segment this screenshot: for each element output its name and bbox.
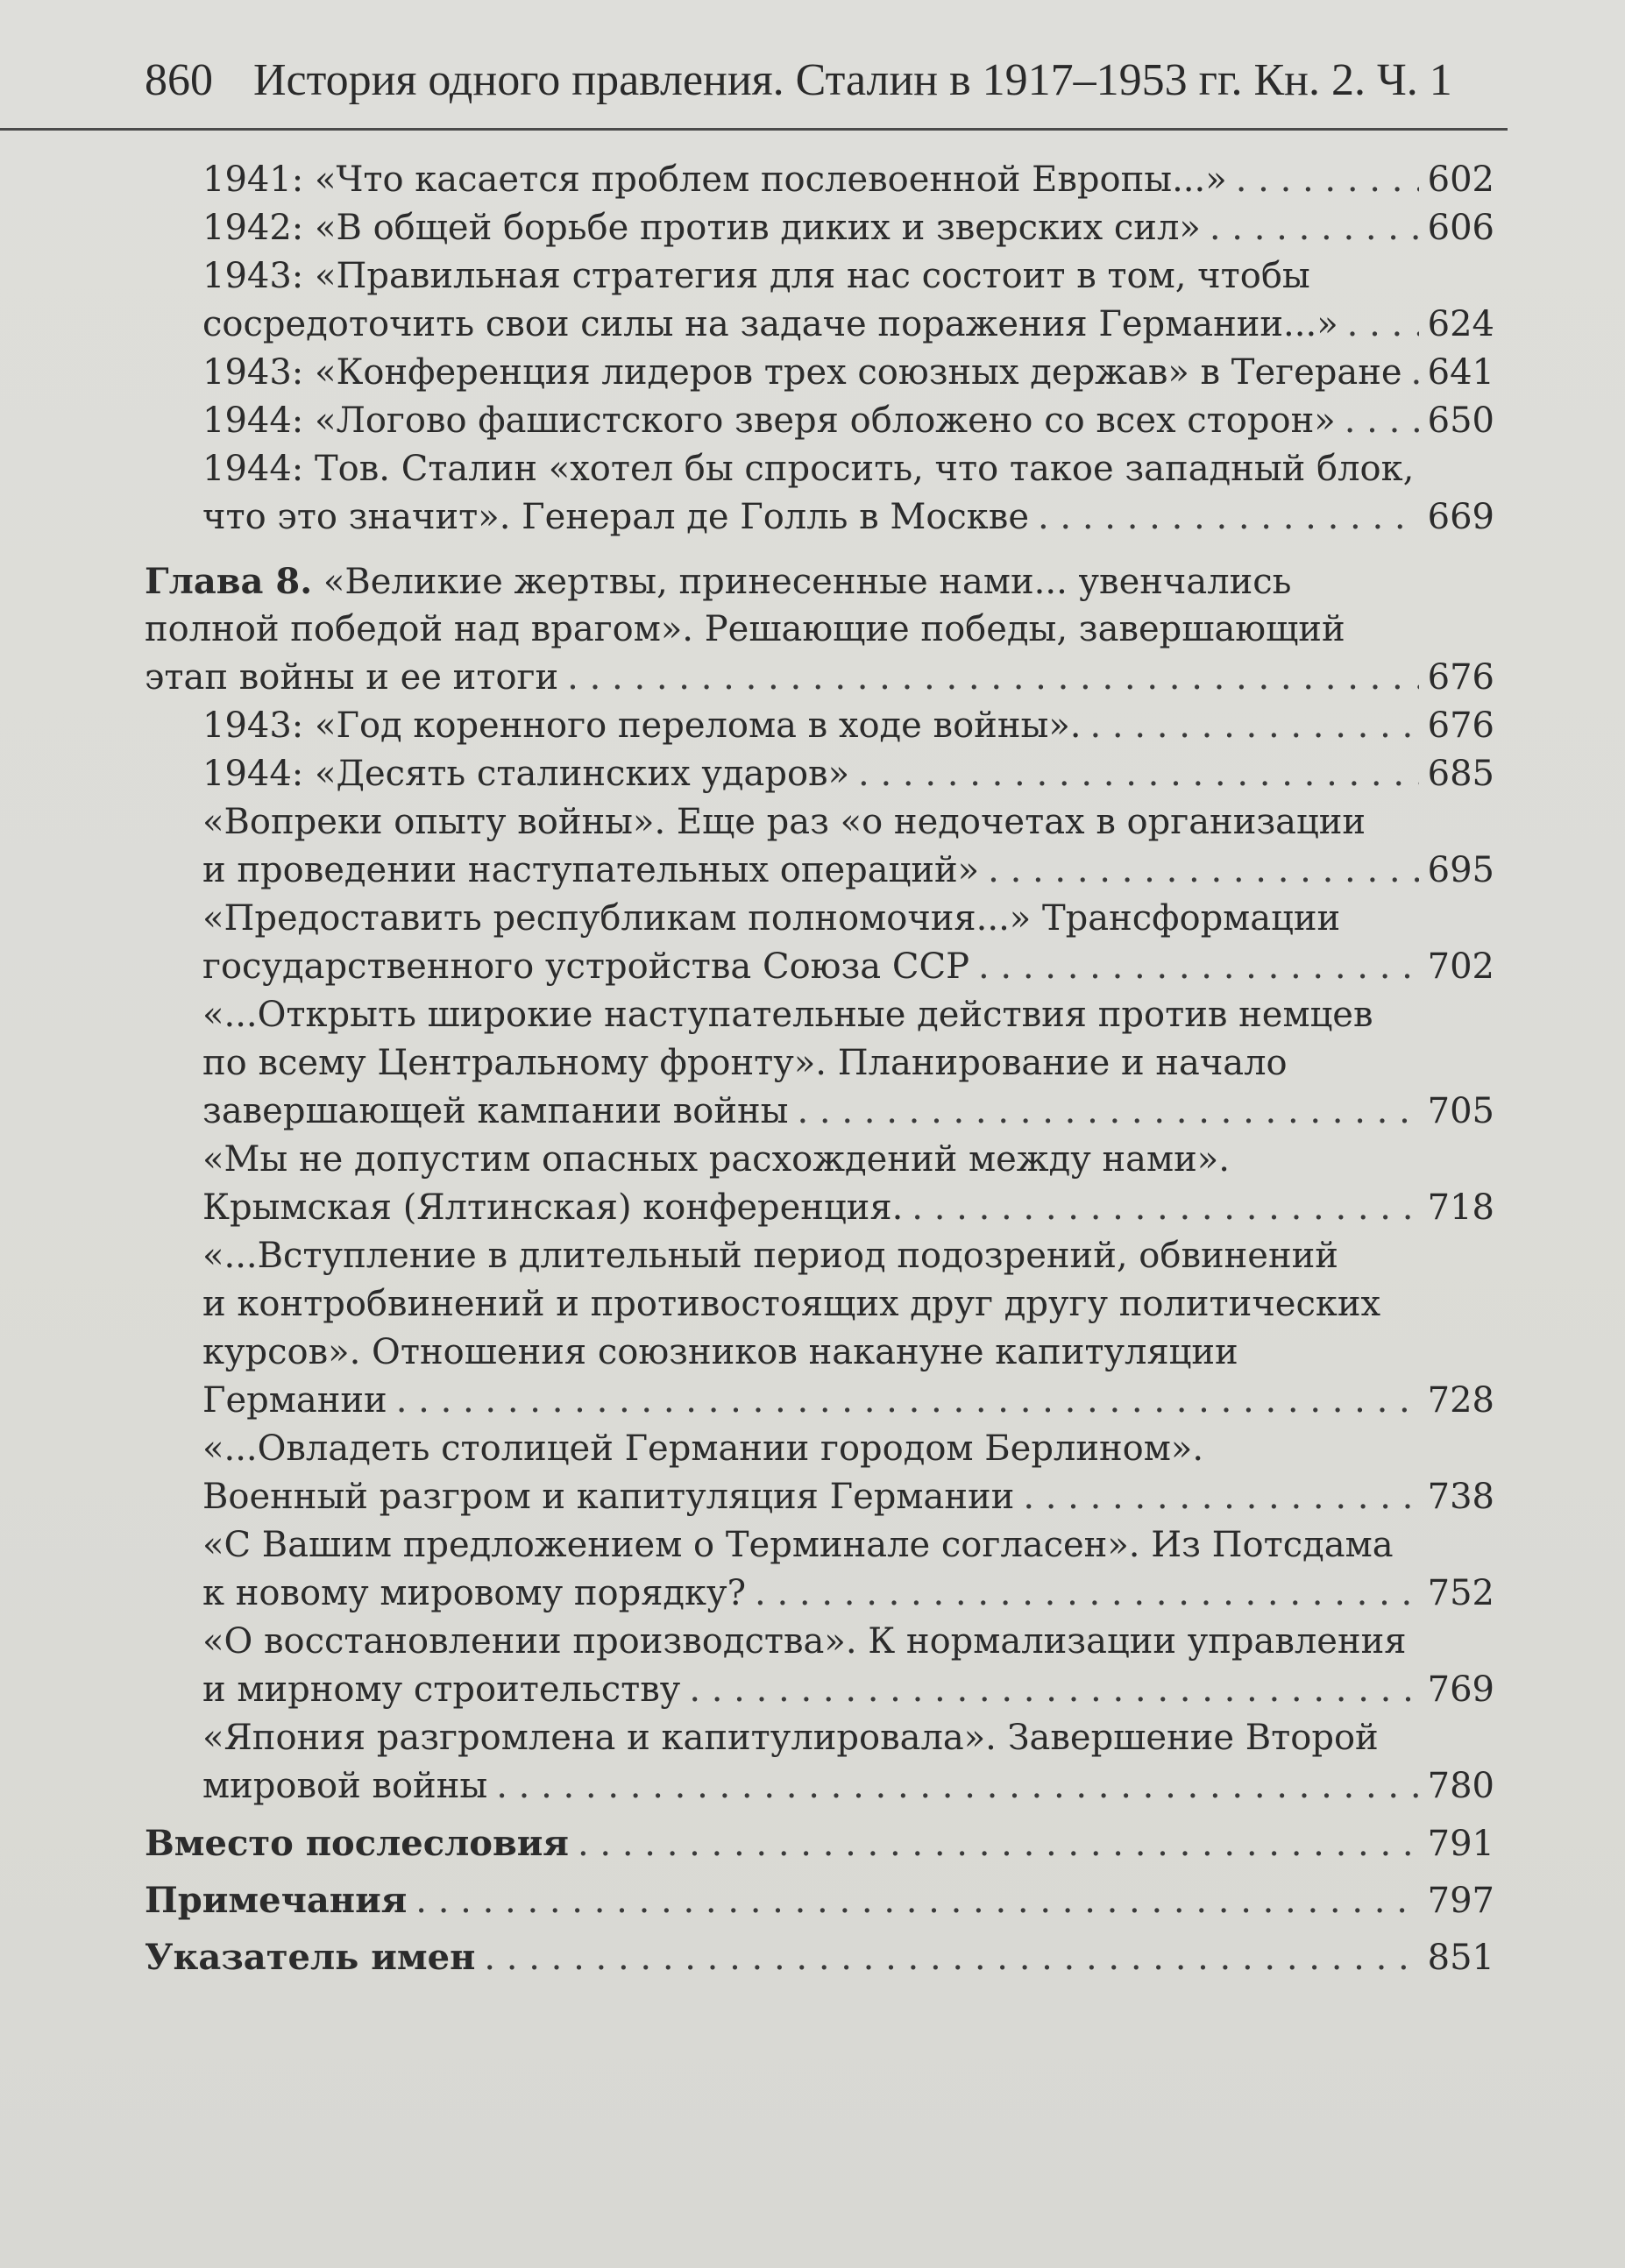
toc-entry-text: что это значит». Генерал де Голль в Москве	[202, 497, 1029, 537]
toc-entry-text: 1944: Тов. Сталин «хотел бы спросить, что такое западный блок,	[202, 449, 1415, 489]
toc-page-number: 624	[1427, 304, 1494, 344]
toc-entry-text: 1941: «Что касается проблем послевоенной Европы...»	[202, 159, 1227, 200]
toc-entry-text: сосредоточить свои силы на задаче поражения Германии...»	[202, 304, 1338, 344]
toc-entry-text: 1943: «Год коренного перелома в ходе войны».	[202, 705, 1082, 746]
toc-entry-text: Вместо послесловия	[145, 1823, 569, 1864]
toc-entry-text: завершающей кампании войны	[202, 1091, 789, 1131]
toc-entry-text: «...Вступление в длительный период подозрений, обвинений	[202, 1236, 1338, 1276]
toc-entry-text: Примечания	[145, 1880, 408, 1921]
toc-page-number: 606	[1427, 208, 1494, 248]
toc-entry	[145, 895, 1494, 991]
toc-entry	[145, 1618, 1494, 1714]
dot-leader	[484, 1934, 1418, 1982]
toc-entry-text: государственного устройства Союза ССР	[202, 946, 969, 987]
toc-page-number: 797	[1427, 1881, 1494, 1921]
toc-entry-text: «О восстановлении производства». К нормализации управления	[202, 1621, 1407, 1662]
toc-entry-text: 1942: «В общей борьбе против диких и зверских сил»	[202, 208, 1201, 248]
toc-page-number: 728	[1427, 1380, 1494, 1421]
toc-back-matter-afterword	[145, 1819, 1494, 1868]
toc-page-number: 705	[1427, 1091, 1494, 1131]
toc-entry-text: Военный разгром и капитуляция Германии	[202, 1477, 1015, 1517]
dot-leader	[858, 750, 1419, 798]
dot-leader	[797, 1088, 1418, 1136]
toc-entry	[145, 397, 1494, 445]
toc-entry-text: 1944: «Логово фашистского зверя обложено со всех сторон»	[202, 400, 1336, 441]
toc-entry-text: «С Вашим предложением о Терминале согласен». Из Потсдама	[202, 1525, 1394, 1565]
toc-entry-text: «Япония разгромлена и капитулировала». Завершение Второй	[202, 1718, 1379, 1758]
toc-entry-text: «Предоставить республикам полномочия...» Трансформации	[202, 898, 1341, 939]
toc-entry-text: Указатель имен	[145, 1937, 476, 1978]
toc-page-number: 602	[1427, 159, 1494, 200]
toc-entry-text: и мирному строительству	[202, 1669, 681, 1710]
toc-page-number: 702	[1427, 946, 1494, 987]
toc-back-matter-notes	[145, 1876, 1494, 1924]
dot-leader	[755, 1570, 1419, 1618]
toc-entry	[145, 702, 1494, 750]
toc-entry	[145, 445, 1494, 542]
toc-chapter-8	[145, 557, 1494, 702]
toc-entry-text: «Великие жертвы, принесенные нами... увенчались	[323, 562, 1292, 602]
toc-entry	[145, 1232, 1494, 1425]
toc-entry-text: «...Овладеть столицей Германии городом Берлином».	[202, 1428, 1204, 1469]
toc-entry-text: и проведении наступательных операций»	[202, 850, 980, 890]
toc-entry-text: и контробвинений и противостоящих друг другу политических	[202, 1284, 1381, 1324]
toc-entry-text: курсов». Отношения союзников накануне капитуляции	[202, 1332, 1238, 1372]
dot-leader	[1090, 702, 1419, 750]
toc-entry-text: по всему Центральному фронту». Планирование и начало	[202, 1043, 1288, 1083]
toc-entry-text: «Мы не допустим опасных расхождений между нами».	[202, 1139, 1230, 1180]
toc-back-matter-index	[145, 1933, 1494, 1981]
toc-entry-text: «...Открыть широкие наступательные действия против немцев	[202, 995, 1373, 1035]
toc-entry	[145, 252, 1494, 349]
dot-leader	[415, 1877, 1418, 1925]
dot-leader	[396, 1377, 1419, 1425]
page-number: 860	[145, 55, 213, 105]
toc-entry-text: 1943: «Конференция лидеров трех союзных держав» в Тегеране	[202, 352, 1402, 393]
toc-page-number: 695	[1427, 850, 1494, 890]
toc-page-number: 641	[1427, 352, 1494, 393]
dot-leader	[1210, 204, 1419, 252]
toc-entry-text: Крымская (Ялтинская) конференция.	[202, 1187, 904, 1228]
toc-entry	[145, 750, 1494, 798]
toc-entry-text: мировой войны	[202, 1766, 488, 1806]
dot-leader	[496, 1762, 1418, 1811]
toc-entry	[145, 1521, 1494, 1618]
dot-leader	[1023, 1473, 1418, 1521]
dot-leader	[689, 1666, 1418, 1714]
chapter-label: Глава 8.	[145, 561, 313, 602]
toc-page-number: 738	[1427, 1477, 1494, 1517]
dot-leader	[567, 654, 1418, 702]
dot-leader	[1236, 156, 1419, 204]
dot-leader	[1347, 301, 1419, 349]
toc-entry	[145, 991, 1494, 1136]
dot-leader	[978, 943, 1419, 991]
toc-entry-text: Германии	[202, 1380, 387, 1421]
toc-entry	[145, 1136, 1494, 1232]
toc-entry-text: полной победой над врагом». Решающие победы, завершающий	[145, 609, 1345, 649]
toc-page-number: 669	[1427, 497, 1494, 537]
dot-leader	[1038, 493, 1419, 542]
toc-page-number: 676	[1427, 705, 1494, 746]
toc-page-number: 676	[1427, 657, 1494, 698]
dot-leader	[1345, 397, 1419, 445]
toc-page-number: 685	[1427, 754, 1494, 794]
running-header	[145, 54, 1494, 124]
toc-entry-text: к новому мировому порядку?	[202, 1573, 747, 1613]
toc-entry	[145, 349, 1494, 397]
dot-leader	[988, 847, 1419, 895]
toc-entry	[145, 204, 1494, 252]
toc-entry	[145, 156, 1494, 204]
toc-entry	[145, 1714, 1494, 1811]
toc-entry	[145, 798, 1494, 895]
dot-leader	[1411, 349, 1419, 397]
toc-entry-text: 1944: «Десять сталинских ударов»	[202, 754, 850, 794]
toc-page-number: 718	[1427, 1187, 1494, 1228]
toc-entry-text: 1943: «Правильная стратегия для нас состоит в том, чтобы	[202, 256, 1310, 296]
dot-leader	[578, 1820, 1419, 1868]
toc-entry-text: этап войны и ее итоги	[145, 657, 559, 698]
toc-page-number: 791	[1427, 1824, 1494, 1864]
dot-leader	[912, 1184, 1418, 1232]
toc-entry	[145, 1425, 1494, 1521]
toc-page-number: 851	[1427, 1938, 1494, 1978]
toc-entry-text: «Вопреки опыту войны». Еще раз «о недочетах в организации	[202, 802, 1366, 842]
toc-page-number: 769	[1427, 1669, 1494, 1710]
toc-page-number: 780	[1427, 1766, 1494, 1806]
running-title: История одного правления. Сталин в 1917–1953 гг. Кн. 2. Ч. 1	[253, 55, 1452, 105]
toc-page-number: 752	[1427, 1573, 1494, 1613]
table-of-contents	[145, 156, 1494, 1981]
header-rule	[0, 128, 1508, 131]
toc-page-number: 650	[1427, 400, 1494, 441]
